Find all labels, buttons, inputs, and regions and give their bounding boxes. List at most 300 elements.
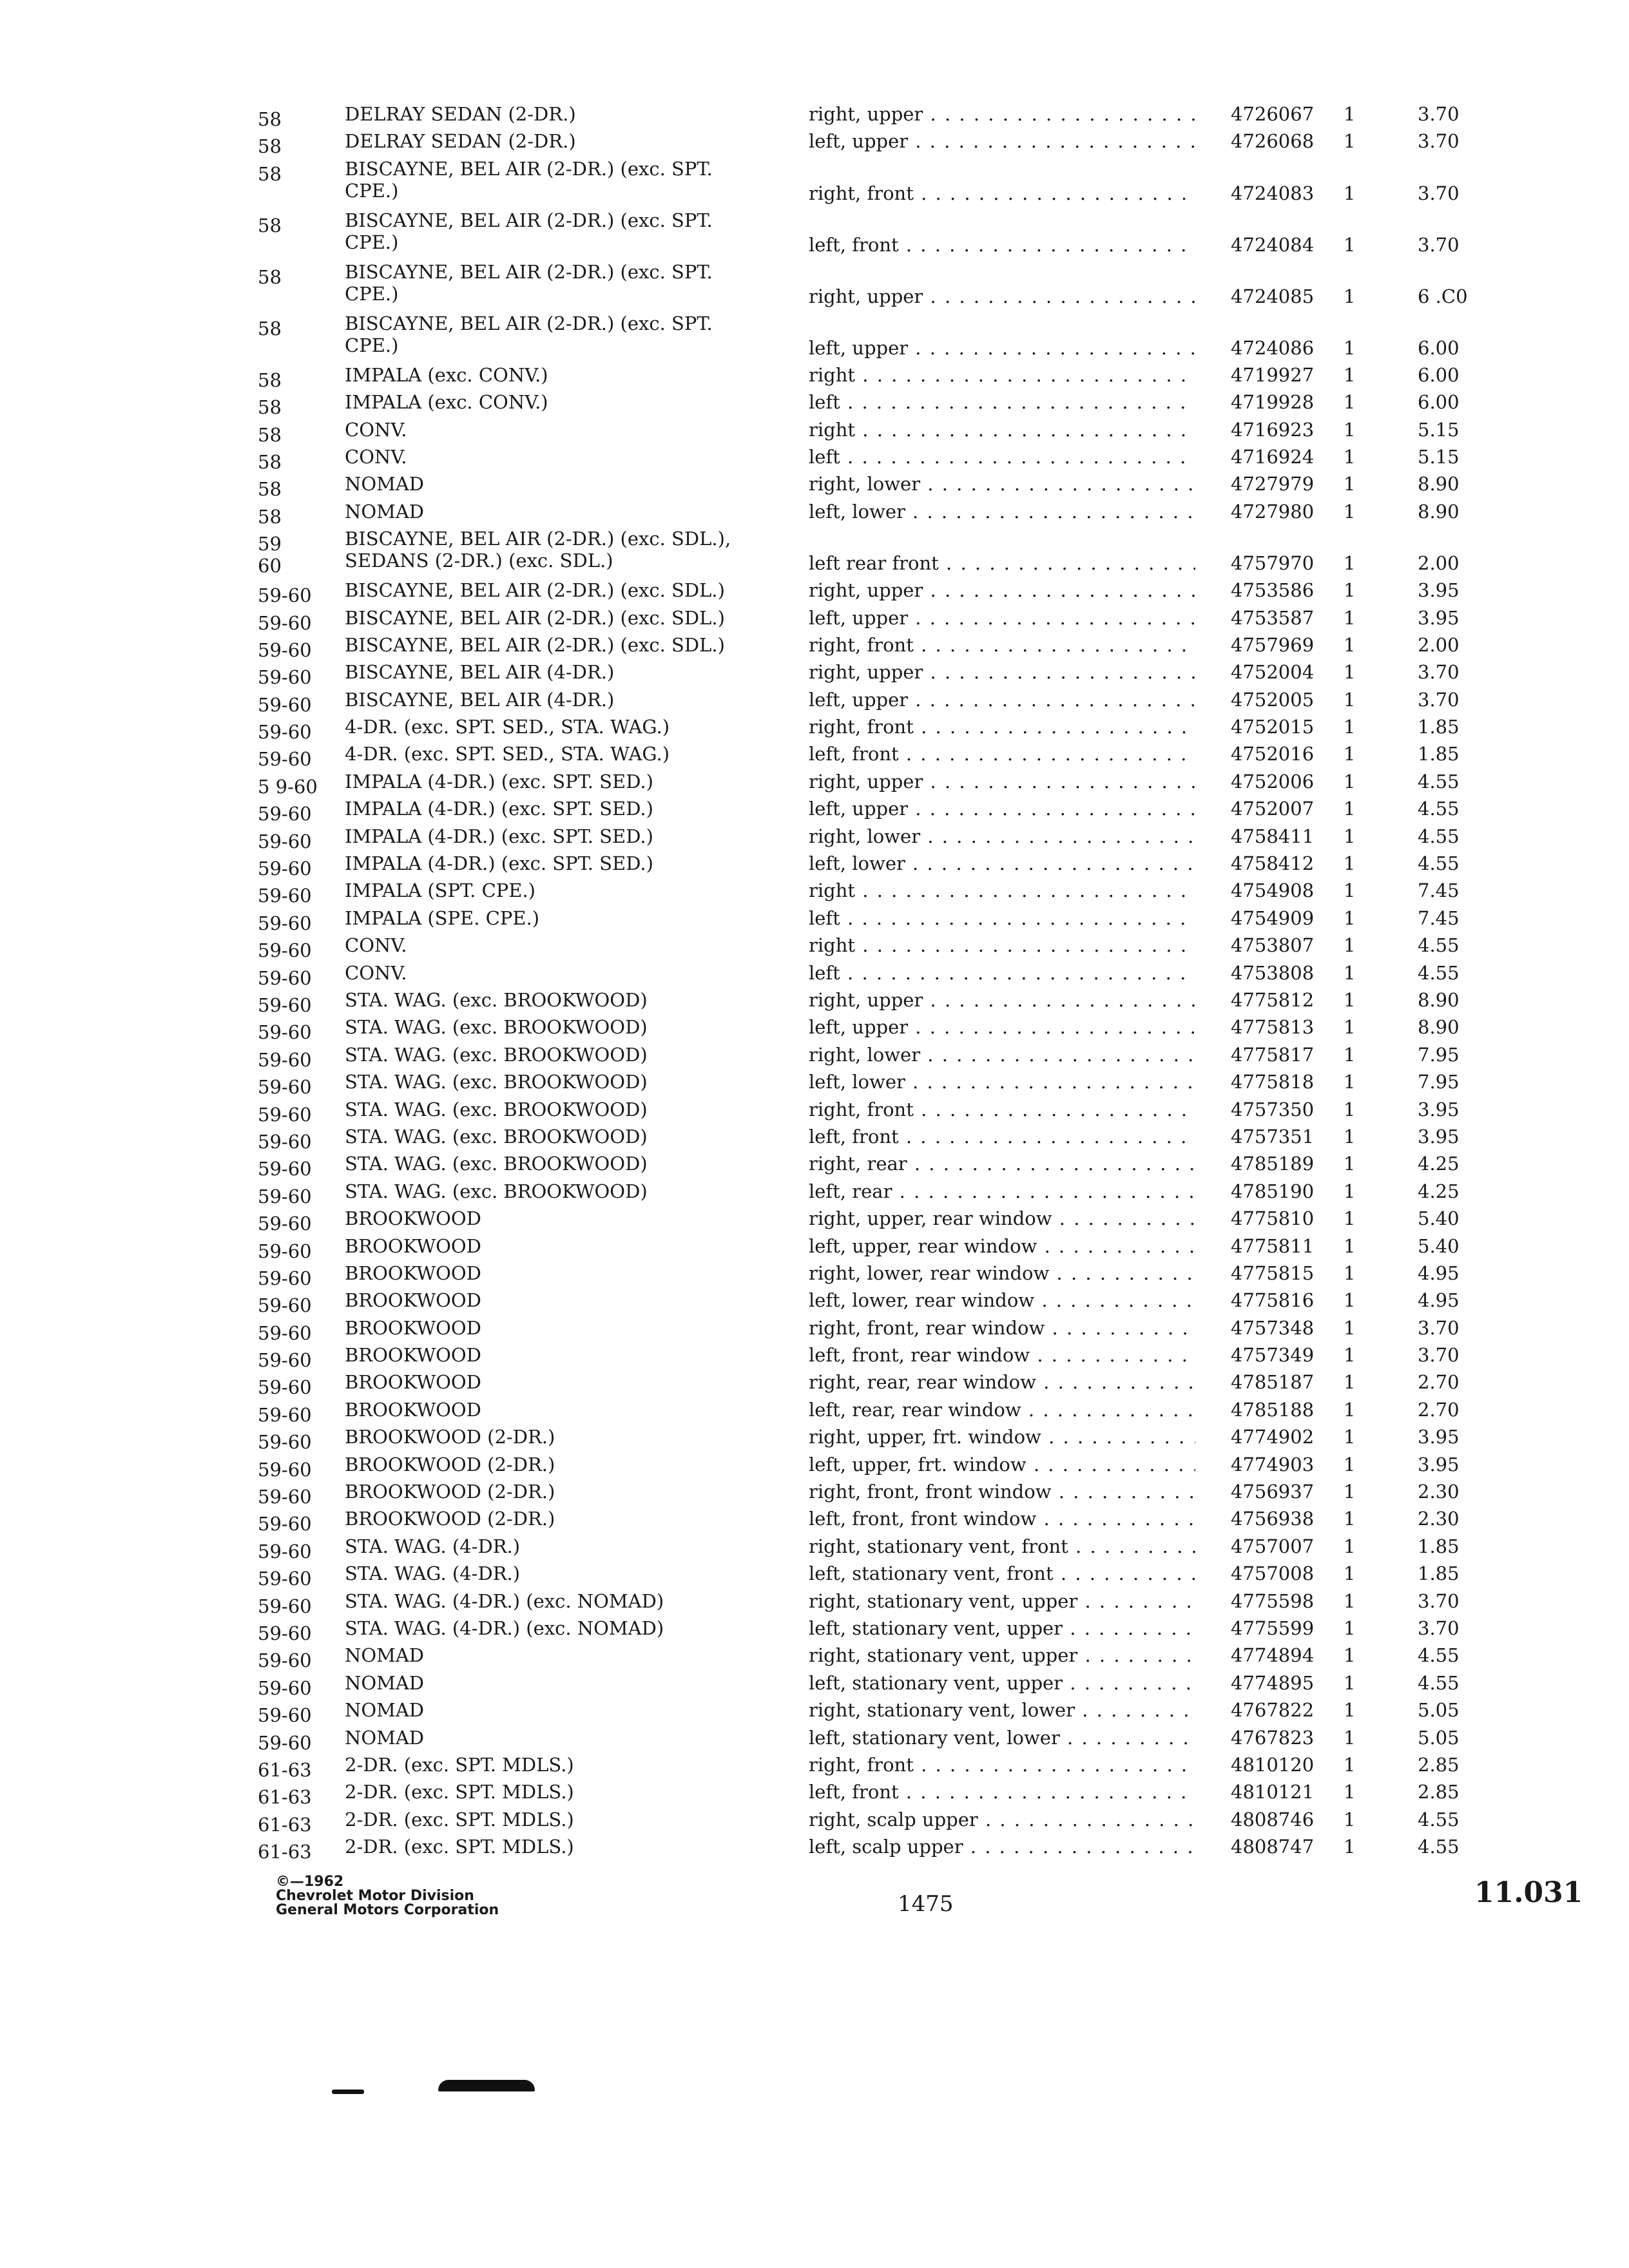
list-price-text: 1.85 <box>1418 1562 1460 1585</box>
list-price <box>1418 1044 1495 1066</box>
part-number <box>1231 337 1327 359</box>
model-name-text: STA. WAG. (exc. BROOKWOOD) <box>345 1180 648 1202</box>
quantity-text: 1 <box>1344 1207 1356 1230</box>
list-price <box>1418 391 1495 413</box>
part-description <box>809 1590 1195 1612</box>
model-year-text: 59-60 <box>258 1021 312 1044</box>
list-price <box>1418 962 1495 984</box>
list-price-text: 4.55 <box>1418 852 1460 875</box>
model-name-text: DELRAY SEDAN (2-DR.) <box>345 130 576 153</box>
quantity <box>1344 607 1369 629</box>
part-number-text: 4775810 <box>1231 1207 1315 1230</box>
model-year <box>258 1158 348 1180</box>
model-name <box>345 1454 738 1475</box>
part-description <box>809 1071 1195 1093</box>
part-number <box>1231 130 1327 152</box>
model-year <box>258 831 348 852</box>
part-description <box>809 1781 1195 1803</box>
part-description-text: right, upper <box>809 579 923 602</box>
model-year <box>258 694 348 716</box>
quantity <box>1344 689 1369 711</box>
model-name <box>345 1153 738 1175</box>
parts-row <box>258 689 1559 716</box>
model-name <box>345 579 738 601</box>
model-year <box>258 666 348 688</box>
part-description <box>809 579 1195 601</box>
quantity-text: 1 <box>1344 552 1356 575</box>
part-description <box>809 716 1195 738</box>
list-price <box>1418 1699 1495 1721</box>
quantity-text: 1 <box>1344 418 1356 441</box>
parts-row <box>258 579 1559 606</box>
quantity <box>1344 1809 1369 1831</box>
model-name-text: STA. WAG. (exc. BROOKWOOD) <box>345 1153 648 1175</box>
quantity-text: 1 <box>1344 1808 1356 1831</box>
part-description <box>809 337 1195 359</box>
model-year <box>258 639 348 661</box>
part-number-text: 4774902 <box>1231 1426 1315 1448</box>
model-year <box>258 451 348 473</box>
part-number <box>1231 285 1327 307</box>
part-description-text: left, upper <box>809 336 909 359</box>
model-name <box>345 1099 738 1120</box>
part-description <box>809 743 1195 765</box>
quantity <box>1344 446 1369 468</box>
model-year-text: 59-60 <box>258 803 312 825</box>
parts-row <box>258 1371 1559 1398</box>
list-price-text: 2.70 <box>1418 1398 1460 1421</box>
model-name <box>345 689 738 711</box>
part-description-text: left, stationary vent, front <box>809 1562 1054 1585</box>
model-name <box>345 1180 738 1202</box>
part-number <box>1231 1262 1327 1284</box>
list-price-text: 1.85 <box>1418 1535 1460 1557</box>
part-description <box>809 1562 1195 1584</box>
quantity-text: 1 <box>1344 961 1356 984</box>
model-name-text: BISCAYNE, BEL AIR (2-DR.) (exc. SDL.) <box>345 579 725 602</box>
part-number <box>1231 1235 1327 1257</box>
list-price-text: 3.70 <box>1418 103 1460 125</box>
quantity-text: 1 <box>1344 606 1356 629</box>
model-year <box>258 396 348 418</box>
part-number-text: 4757351 <box>1231 1125 1315 1148</box>
part-number <box>1231 1672 1327 1694</box>
part-description <box>809 689 1195 711</box>
parts-row <box>258 103 1559 130</box>
model-name <box>345 962 738 984</box>
model-year <box>258 1704 348 1726</box>
list-price-text: 3.95 <box>1418 1426 1460 1448</box>
quantity-text: 1 <box>1344 1125 1356 1148</box>
quantity <box>1344 634 1369 656</box>
model-year-text: 59-60 <box>258 1076 312 1099</box>
part-description-text: right, upper <box>809 988 923 1011</box>
quantity-text: 1 <box>1344 1781 1356 1803</box>
part-description-text: right, lower <box>809 825 921 847</box>
model-name <box>345 391 738 413</box>
part-description <box>809 1727 1195 1749</box>
model-year <box>258 1622 348 1644</box>
list-price-text: 5.40 <box>1418 1235 1460 1257</box>
quantity-text: 1 <box>1344 688 1356 711</box>
model-year-text: 58 <box>258 108 282 130</box>
list-price-text: 6.00 <box>1418 391 1460 414</box>
part-description <box>809 825 1195 847</box>
parts-row <box>258 1099 1559 1126</box>
model-name <box>345 1235 738 1257</box>
model-year-text: 59-60 <box>258 1103 312 1126</box>
list-price-text: 3.70 <box>1418 130 1460 153</box>
parts-row <box>258 743 1559 770</box>
quantity <box>1344 364 1369 386</box>
part-number-text: 4756938 <box>1231 1508 1315 1530</box>
quantity-text: 1 <box>1344 1836 1356 1858</box>
part-description-text: right, upper, rear window <box>809 1207 1052 1230</box>
model-name-text: NOMAD <box>345 500 425 523</box>
model-name-text: BROOKWOOD <box>345 1316 481 1339</box>
model-name-text: STA. WAG. (exc. BROOKWOOD) <box>345 1098 648 1120</box>
quantity-text: 1 <box>1344 934 1356 957</box>
list-price-text: 3.70 <box>1418 233 1460 256</box>
part-description <box>809 391 1195 413</box>
part-number-text: 4726068 <box>1231 130 1315 153</box>
model-name-text: 2-DR. (exc. SPT. MDLS.) <box>345 1781 574 1803</box>
model-name-text: BROOKWOOD (2-DR.) <box>345 1508 555 1530</box>
part-description <box>809 1262 1195 1284</box>
model-year-text: 59-60 <box>258 885 312 907</box>
part-description <box>809 634 1195 656</box>
parts-row <box>258 501 1559 528</box>
part-description <box>809 879 1195 901</box>
model-year <box>258 1131 348 1153</box>
part-number-text: 4752004 <box>1231 661 1315 684</box>
model-year-text: 58 <box>258 423 282 446</box>
part-number-text: 4775813 <box>1231 1016 1315 1039</box>
parts-row <box>258 528 1559 579</box>
part-number <box>1231 1289 1327 1311</box>
model-year <box>258 1021 348 1043</box>
model-name-text: STA. WAG. (4-DR.) <box>345 1562 521 1585</box>
model-name <box>345 879 738 901</box>
quantity <box>1344 1644 1369 1666</box>
model-name <box>345 103 738 125</box>
model-year <box>258 1513 348 1535</box>
model-name <box>345 130 738 152</box>
quantity <box>1344 879 1369 901</box>
model-name <box>345 989 738 1011</box>
quantity-text: 1 <box>1344 1371 1356 1394</box>
list-price <box>1418 907 1495 929</box>
part-description <box>809 1836 1195 1858</box>
parts-row <box>258 130 1559 157</box>
model-year <box>258 776 348 798</box>
model-name-text: BISCAYNE, BEL AIR (2-DR.) (exc. SPT. CPE.) <box>345 209 713 253</box>
model-name <box>345 1672 738 1694</box>
list-price-text: 3.70 <box>1418 1590 1460 1612</box>
part-number <box>1231 1508 1327 1530</box>
model-year <box>258 318 348 340</box>
model-name-text: BROOKWOOD <box>345 1398 481 1421</box>
model-year-text: 5 9-60 <box>258 775 318 798</box>
part-number-text: 4810120 <box>1231 1753 1315 1776</box>
quantity-text: 1 <box>1344 1535 1356 1557</box>
parts-row <box>258 1754 1559 1781</box>
list-price-text: 2.00 <box>1418 633 1460 656</box>
list-price-text: 6 .C0 <box>1418 285 1468 307</box>
model-year-text: 59-60 <box>258 966 312 989</box>
part-number <box>1231 1153 1327 1175</box>
list-price-text: 8.90 <box>1418 473 1460 495</box>
quantity <box>1344 1590 1369 1612</box>
parts-row <box>258 1016 1559 1043</box>
model-year-text: 59-60 <box>258 939 312 962</box>
quantity-text: 1 <box>1344 1726 1356 1749</box>
quantity-text: 1 <box>1344 798 1356 820</box>
part-number-text: 4724084 <box>1231 233 1315 256</box>
quantity-text: 1 <box>1344 1180 1356 1202</box>
parts-row <box>258 661 1559 688</box>
model-name-text: STA. WAG. (exc. BROOKWOOD) <box>345 1016 648 1039</box>
part-number <box>1231 1371 1327 1393</box>
part-number <box>1231 1044 1327 1066</box>
model-year <box>258 858 348 879</box>
quantity <box>1344 130 1369 152</box>
part-number <box>1231 391 1327 413</box>
model-name <box>345 661 738 683</box>
list-price-text: 4.55 <box>1418 1808 1460 1831</box>
part-description-text: right, upper <box>809 661 923 684</box>
part-number <box>1231 364 1327 386</box>
quantity <box>1344 501 1369 523</box>
model-year-text: 59-60 <box>258 1622 312 1644</box>
model-name-text: BROOKWOOD (2-DR.) <box>345 1453 555 1475</box>
quantity <box>1344 1207 1369 1229</box>
model-name-text: STA. WAG. (4-DR.) (exc. NOMAD) <box>345 1590 664 1612</box>
part-description-text: left, stationary vent, upper <box>809 1617 1063 1639</box>
part-number-text: 4774903 <box>1231 1453 1315 1475</box>
model-year-text: 58 <box>258 369 282 391</box>
list-price <box>1418 1754 1495 1776</box>
part-description <box>809 364 1195 386</box>
model-name-text: STA. WAG. (4-DR.) (exc. NOMAD) <box>345 1617 664 1639</box>
part-description-text: right, rear <box>809 1153 907 1175</box>
quantity <box>1344 285 1369 307</box>
model-year <box>258 1294 348 1316</box>
model-year <box>258 1322 348 1344</box>
model-name <box>345 1508 738 1530</box>
quantity <box>1344 1836 1369 1858</box>
quantity-text: 1 <box>1344 988 1356 1011</box>
parts-row <box>258 1153 1559 1180</box>
part-number-text: 4775816 <box>1231 1289 1315 1312</box>
part-number <box>1231 879 1327 901</box>
quantity <box>1344 419 1369 441</box>
model-name <box>345 716 738 738</box>
quantity-text: 1 <box>1344 500 1356 523</box>
part-number-text: 4785189 <box>1231 1153 1315 1175</box>
parts-row <box>258 261 1559 312</box>
parts-row <box>258 1727 1559 1754</box>
model-year <box>258 1431 348 1453</box>
quantity <box>1344 1016 1369 1038</box>
list-price <box>1418 130 1495 152</box>
list-price <box>1418 1727 1495 1749</box>
quantity <box>1344 103 1369 125</box>
quantity <box>1344 1562 1369 1584</box>
part-number <box>1231 1754 1327 1776</box>
model-name <box>345 261 738 305</box>
model-name-text: IMPALA (SPT. CPE.) <box>345 879 535 902</box>
list-price <box>1418 473 1495 495</box>
model-name <box>345 1317 738 1339</box>
model-year <box>258 1459 348 1481</box>
model-name <box>345 1044 738 1066</box>
quantity-text: 1 <box>1344 336 1356 359</box>
quantity <box>1344 182 1369 204</box>
part-number <box>1231 825 1327 847</box>
model-year-text: 59-60 <box>258 1677 312 1699</box>
quantity-text: 1 <box>1344 103 1356 125</box>
list-price <box>1418 1644 1495 1666</box>
parts-row <box>258 989 1559 1016</box>
model-year <box>258 533 348 577</box>
quantity-text: 1 <box>1344 825 1356 847</box>
part-description <box>809 1207 1195 1229</box>
quantity-text: 1 <box>1344 285 1356 307</box>
part-description <box>809 907 1195 929</box>
model-year-text: 59-60 <box>258 1267 312 1289</box>
list-price-text: 5.05 <box>1418 1699 1460 1722</box>
part-description <box>809 552 1195 574</box>
parts-row <box>258 1699 1559 1726</box>
part-description <box>809 934 1195 956</box>
model-year <box>258 967 348 989</box>
model-year <box>258 1076 348 1098</box>
quantity-text: 1 <box>1344 852 1356 875</box>
parts-row <box>258 879 1559 907</box>
part-number-text: 4724083 <box>1231 182 1315 204</box>
model-year <box>258 1349 348 1371</box>
part-description-text: left, lower, rear window <box>809 1289 1035 1312</box>
part-number <box>1231 1562 1327 1584</box>
model-name <box>345 1426 738 1448</box>
parts-row <box>258 1235 1559 1262</box>
model-name <box>345 634 738 656</box>
model-year-text: 59-60 <box>258 1649 312 1672</box>
model-name-text: STA. WAG. (exc. BROOKWOOD) <box>345 1071 648 1093</box>
parts-row <box>258 1317 1559 1344</box>
part-description <box>809 446 1195 468</box>
part-description <box>809 1371 1195 1393</box>
section-number: 11.031 <box>1474 1876 1583 1909</box>
part-number <box>1231 1836 1327 1858</box>
model-name <box>345 771 738 793</box>
part-description <box>809 234 1195 256</box>
model-name <box>345 1644 738 1666</box>
model-name <box>345 1590 738 1612</box>
quantity <box>1344 934 1369 956</box>
quantity <box>1344 1454 1369 1475</box>
list-price <box>1418 1126 1495 1148</box>
parts-row <box>258 419 1559 446</box>
model-year-text: 59-60 <box>258 1731 312 1754</box>
copyright-year: ©—1962 <box>276 1874 344 1890</box>
part-description-text: left rear front <box>809 552 939 575</box>
part-number-text: 4753807 <box>1231 934 1315 957</box>
list-price <box>1418 1344 1495 1366</box>
list-price <box>1418 689 1495 711</box>
model-name-text: CONV. <box>345 961 407 984</box>
model-name <box>345 1371 738 1393</box>
part-number-text: 4756937 <box>1231 1481 1315 1503</box>
quantity-text: 1 <box>1344 1699 1356 1722</box>
part-description-text: left, front, rear window <box>809 1344 1030 1367</box>
model-year-text: 59-60 <box>258 1158 312 1180</box>
list-price-text: 7.45 <box>1418 907 1460 929</box>
part-description-text: right, stationary vent, upper <box>809 1644 1078 1667</box>
part-number <box>1231 716 1327 738</box>
list-price-text: 4.95 <box>1418 1262 1460 1284</box>
model-year-text: 59-60 <box>258 1240 312 1262</box>
model-year-text: 59 60 <box>258 533 282 577</box>
part-number <box>1231 1535 1327 1557</box>
part-number <box>1231 634 1327 656</box>
list-price <box>1418 1454 1495 1475</box>
quantity <box>1344 1317 1369 1339</box>
part-description <box>809 989 1195 1011</box>
model-year-text: 59-60 <box>258 584 312 607</box>
list-price-text: 4.55 <box>1418 798 1460 820</box>
quantity <box>1344 1481 1369 1503</box>
list-price <box>1418 825 1495 847</box>
parts-row <box>258 158 1559 209</box>
model-name <box>345 1836 738 1858</box>
model-name-text: BROOKWOOD <box>345 1207 481 1230</box>
parts-row <box>258 825 1559 852</box>
quantity-text: 1 <box>1344 1098 1356 1120</box>
quantity <box>1344 716 1369 738</box>
model-name-text: BISCAYNE, BEL AIR (2-DR.) (exc. SPT. CPE.) <box>345 260 713 305</box>
list-price-text: 3.70 <box>1418 688 1460 711</box>
part-number-text: 4753808 <box>1231 961 1315 984</box>
model-year <box>258 1186 348 1207</box>
model-name <box>345 1481 738 1503</box>
part-description-text: right, front, front window <box>809 1481 1052 1503</box>
list-price <box>1418 852 1495 874</box>
model-name <box>345 209 738 253</box>
quantity <box>1344 1071 1369 1093</box>
model-name-text: IMPALA (exc. CONV.) <box>345 363 548 386</box>
list-price <box>1418 552 1495 574</box>
list-price-text: 4.55 <box>1418 770 1460 793</box>
part-number-text: 4716923 <box>1231 418 1315 441</box>
model-name-text: BROOKWOOD <box>345 1289 481 1312</box>
part-description-text: right, upper <box>809 285 923 307</box>
quantity-text: 1 <box>1344 770 1356 793</box>
list-price <box>1418 1235 1495 1257</box>
parts-row <box>258 1262 1559 1289</box>
part-description-text: right, front <box>809 182 914 204</box>
part-description-text: right, front, rear window <box>809 1316 1045 1339</box>
list-price <box>1418 1836 1495 1858</box>
part-description-text: right, stationary vent, lower <box>809 1699 1075 1722</box>
model-year <box>258 584 348 606</box>
parts-row <box>258 1644 1559 1671</box>
parts-row <box>258 391 1559 418</box>
part-number <box>1231 907 1327 929</box>
list-price <box>1418 661 1495 683</box>
model-name-text: BISCAYNE, BEL AIR (2-DR.) (exc. SDL.) <box>345 606 725 629</box>
